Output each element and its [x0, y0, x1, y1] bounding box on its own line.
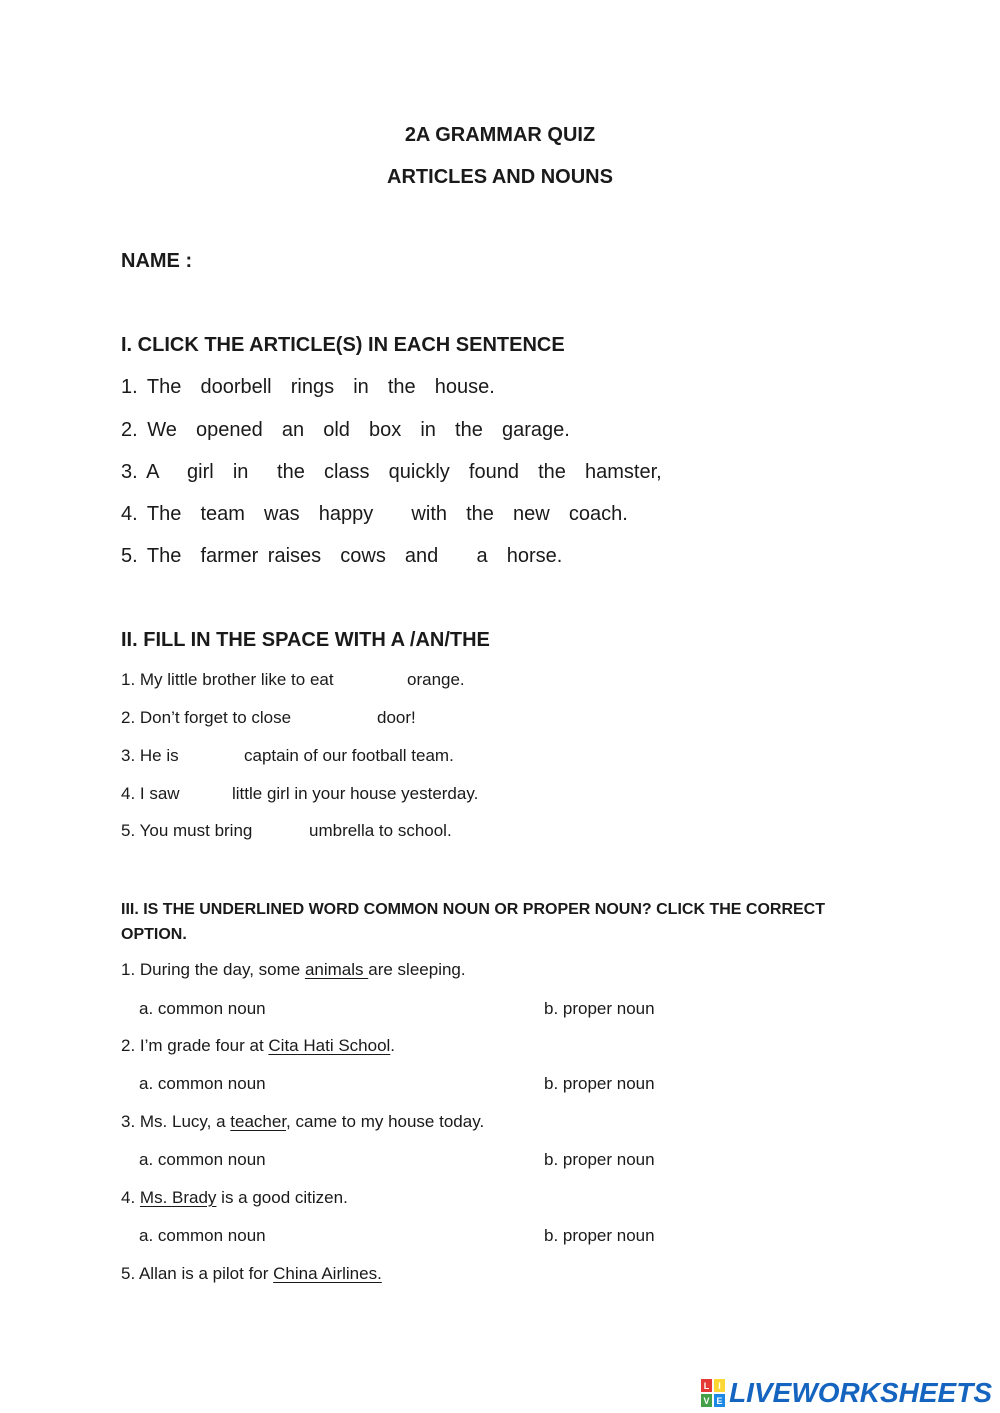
svg-text:L: L [703, 1381, 710, 1391]
svg-text:V: V [703, 1396, 710, 1406]
option-proper-noun[interactable]: b. proper noun [544, 999, 655, 1018]
answer-blank[interactable] [270, 819, 304, 843]
quiz-title: 2A GRAMMAR QUIZ [404, 124, 596, 146]
underlined-word: Cita Hati School [268, 1036, 391, 1055]
question-5: 5. Allan is a pilot for China Airlines. [121, 1264, 382, 1283]
option-common-noun[interactable]: a. common noun [139, 999, 266, 1018]
section1-item[interactable]: 4. The team was happy with the new coach. [121, 503, 628, 525]
option-common-noun[interactable]: a. common noun [139, 1150, 266, 1169]
liveworksheets-logo [701, 1376, 992, 1410]
fill-sentence-start: 4. I saw [121, 784, 180, 803]
fill-sentence-end: door! [377, 708, 416, 727]
fill-sentence-end: umbrella to school. [309, 821, 452, 840]
section1-item[interactable]: 5. The farmer raises cows and a horse. [121, 545, 563, 567]
section2-heading: II. FILL IN THE SPACE WITH A /AN/THE [121, 629, 490, 651]
fill-sentence-start: 1. My little brother like to eat [121, 670, 334, 689]
question-4: 4. Ms. Brady is a good citizen. [121, 1188, 348, 1207]
svg-text:I: I [718, 1381, 721, 1391]
liveworksheets-wordmark: LIVEWORKSHEETS [729, 1377, 992, 1408]
fill-sentence-end: captain of our football team. [244, 746, 454, 765]
fill-sentence-start: 5. You must bring [121, 821, 253, 840]
fill-sentence-end: orange. [407, 670, 465, 689]
answer-blank[interactable] [314, 706, 372, 730]
fill-sentence-end: little girl in your house yesterday. [232, 784, 479, 803]
section1-item[interactable]: 2. We opened an old box in the garage. [121, 419, 570, 441]
answer-blank[interactable] [368, 668, 402, 692]
section1-heading: I. CLICK THE ARTICLE(S) IN EACH SENTENCE [121, 334, 565, 356]
fill-sentence-start: 3. He is [121, 746, 179, 765]
section1-item[interactable]: 3. A girl in the class quickly found the hamster, [121, 461, 662, 483]
question-3: 3. Ms. Lucy, a teacher, came to my house today. [121, 1112, 485, 1131]
underlined-word: Ms. Brady [139, 1188, 217, 1207]
question-2: 2. I’m grade four at Cita Hati School. [121, 1036, 396, 1055]
liveworksheets-logo-icon [701, 1379, 725, 1407]
question-1: 1. During the day, some animals are sleeping. [121, 960, 466, 979]
option-proper-noun[interactable]: b. proper noun [544, 1074, 655, 1093]
answer-blank[interactable] [187, 782, 227, 806]
quiz-subtitle: ARTICLES AND NOUNS [387, 166, 613, 188]
svg-text:E: E [716, 1396, 723, 1406]
answer-blank[interactable] [186, 744, 238, 768]
underlined-word: animals [304, 960, 369, 979]
section3-heading: III. IS THE UNDERLINED WORD COMMON NOUN OR PROPER NOUN? CLICK THE CORRECT OPTION. [121, 901, 825, 943]
option-common-noun[interactable]: a. common noun [139, 1074, 266, 1093]
underlined-word: teacher [230, 1112, 287, 1131]
option-proper-noun[interactable]: b. proper noun [544, 1150, 655, 1169]
option-common-noun[interactable]: a. common noun [139, 1226, 266, 1245]
name-label: NAME : [121, 250, 193, 272]
section1-item[interactable]: 1. The doorbell rings in the house. [121, 376, 495, 398]
underlined-word: China Airlines. [273, 1264, 382, 1283]
fill-sentence-start: 2. Don’t forget to close [121, 708, 292, 727]
option-proper-noun[interactable]: b. proper noun [544, 1226, 655, 1245]
